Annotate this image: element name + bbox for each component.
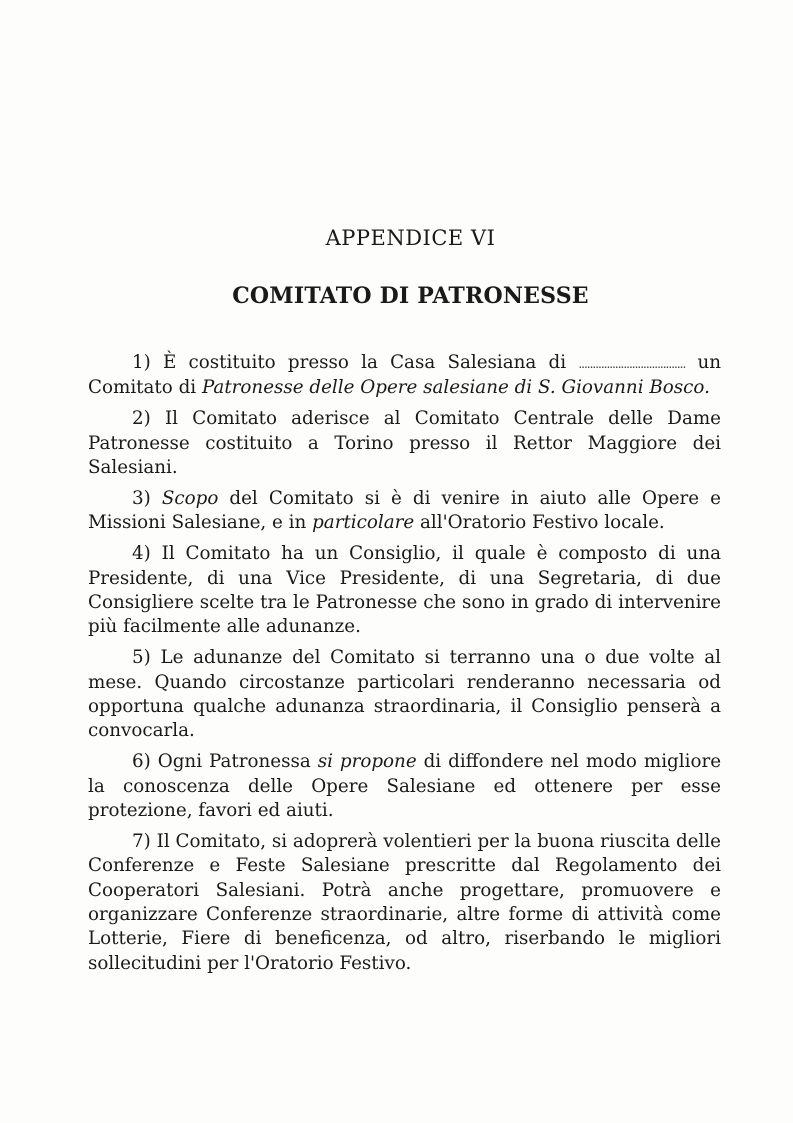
article-number: 5) xyxy=(132,647,151,669)
article-3 xyxy=(88,487,721,536)
article-italic-text: Patronesse delle Opere salesiane di S. Giovanni Bosco. xyxy=(201,377,710,399)
article-number: 7) xyxy=(132,831,151,853)
article-text: all'Oratorio Festivo locale. xyxy=(420,512,665,534)
section-title: COMITATO DI PATRONESSE xyxy=(232,283,589,309)
article-2 xyxy=(88,407,721,480)
article-text: Le adunanze del Comitato si terranno una o due volte al mese. Quando circostanze particolari renderanno necessaria od opportuna qualche adunanza straordinaria, il Consiglio penserà a convocarla. xyxy=(88,647,721,742)
article-text: di diffondere nel modo migliore la conoscenza delle Opere Salesiane ed ottenere per esse protezione, favori ed aiuti. xyxy=(88,751,722,822)
blank-fill-line: ...................................... xyxy=(578,357,686,371)
article-number: 3) xyxy=(132,488,151,510)
article-7 xyxy=(88,830,721,976)
article-italic-text: si propone xyxy=(317,751,417,773)
article-italic-text: Scopo xyxy=(161,488,219,510)
article-text: Ogni Patronessa xyxy=(157,751,311,773)
article-number: 1) xyxy=(132,352,151,373)
article-text: Il Comitato, si adoprerà volentieri per la buona riuscita delle Conferenze e Feste Salesiane prescritte dal Regolamento dei Cooperatori Salesiani. Potrà anche progettare, promuovere e organizzare Conferenze straordinarie, altre forme di attività come Lotterie, Fiere di beneficenza, od altro, riserbando le migliori sollecitudini per l'Oratorio Festivo. xyxy=(88,831,722,974)
article-number: 6) xyxy=(132,751,151,773)
article-1 xyxy=(88,351,721,401)
article-4 xyxy=(88,542,721,639)
article-6 xyxy=(88,750,721,823)
article-text: Il Comitato ha un Consiglio, il quale è composto di una Presidente, di una Vice Presidente, di una Segretaria, di due Consigliere scelte tra le Patronesse che sono in grado di intervenire più facilmente alle adunanze. xyxy=(88,543,721,638)
article-number: 2) xyxy=(132,408,151,430)
articles-body xyxy=(88,351,721,976)
article-text: del Comitato si è di venire in aiuto alle Opere e Missioni Salesiane, e in xyxy=(88,488,722,534)
article-number: 4) xyxy=(132,543,151,565)
article-text: È costituito presso la Casa Salesiana di xyxy=(162,352,567,373)
article-text: un Comitato di xyxy=(88,352,722,399)
article-text: Il Comitato aderisce al Comitato Centrale delle Dame Patronesse costituito a Torino presso il Rettor Maggiore dei Salesiani. xyxy=(88,408,721,478)
appendix-heading: APPENDICE VI xyxy=(325,226,496,250)
article-5 xyxy=(88,646,721,743)
article-italic-text: particolare xyxy=(312,512,415,534)
